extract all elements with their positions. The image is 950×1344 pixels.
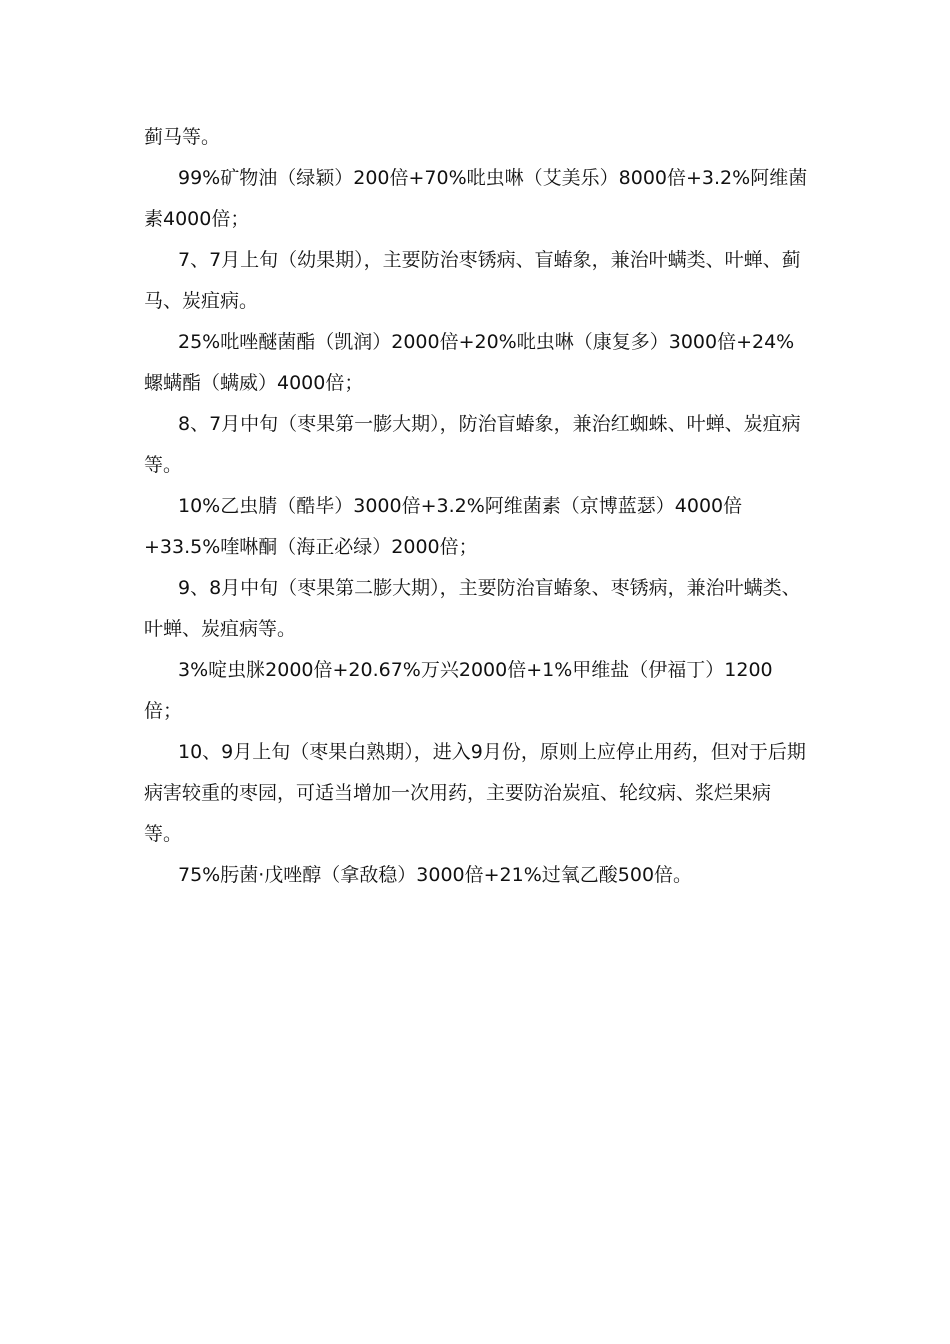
paragraph-continuation: 蓟马等。 [144, 126, 221, 148]
paragraph-formula-5: 75%肟菌·戊唑醇（拿敌稳）3000倍+21%过氧乙酸500倍。 [178, 864, 693, 886]
paragraph-step-8: 8、7月中旬（枣果第一膨大期），防治盲蝽象，兼治红蜘蛛、叶蝉、炭疽病等。 [144, 413, 801, 476]
paragraph-formula-2: 25%吡唑醚菌酯（凯润）2000倍+20%吡虫啉（康复多）3000倍+24%螺螨酯（螨威）4000倍； [144, 331, 795, 394]
paragraph-formula-3: 10%乙虫腈（酷毕）3000倍+3.2%阿维菌素（京博蓝瑟）4000倍+33.5%喹啉酮（海正必绿）2000倍； [144, 495, 743, 558]
paragraph-step-10: 10、9月上旬（枣果白熟期），进入9月份，原则上应停止用药，但对于后期病害较重的枣园，可适当增加一次用药，主要防治炭疽、轮纹病、浆烂果病等。 [144, 741, 806, 845]
paragraph-formula-1: 99%矿物油（绿颖）200倍+70%吡虫啉（艾美乐）8000倍+3.2%阿维菌素4000倍； [144, 167, 808, 230]
paragraph-step-7: 7、7月上旬（幼果期），主要防治枣锈病、盲蝽象，兼治叶螨类、叶蝉、蓟马、炭疽病。 [144, 249, 801, 312]
document-body [144, 117, 808, 896]
paragraph-step-9: 9、8月中旬（枣果第二膨大期），主要防治盲蝽象、枣锈病，兼治叶螨类、叶蝉、炭疽病等。 [144, 577, 801, 640]
paragraph-formula-4: 3%啶虫脒2000倍+20.67%万兴2000倍+1%甲维盐（伊福丁）1200倍； [144, 659, 773, 722]
